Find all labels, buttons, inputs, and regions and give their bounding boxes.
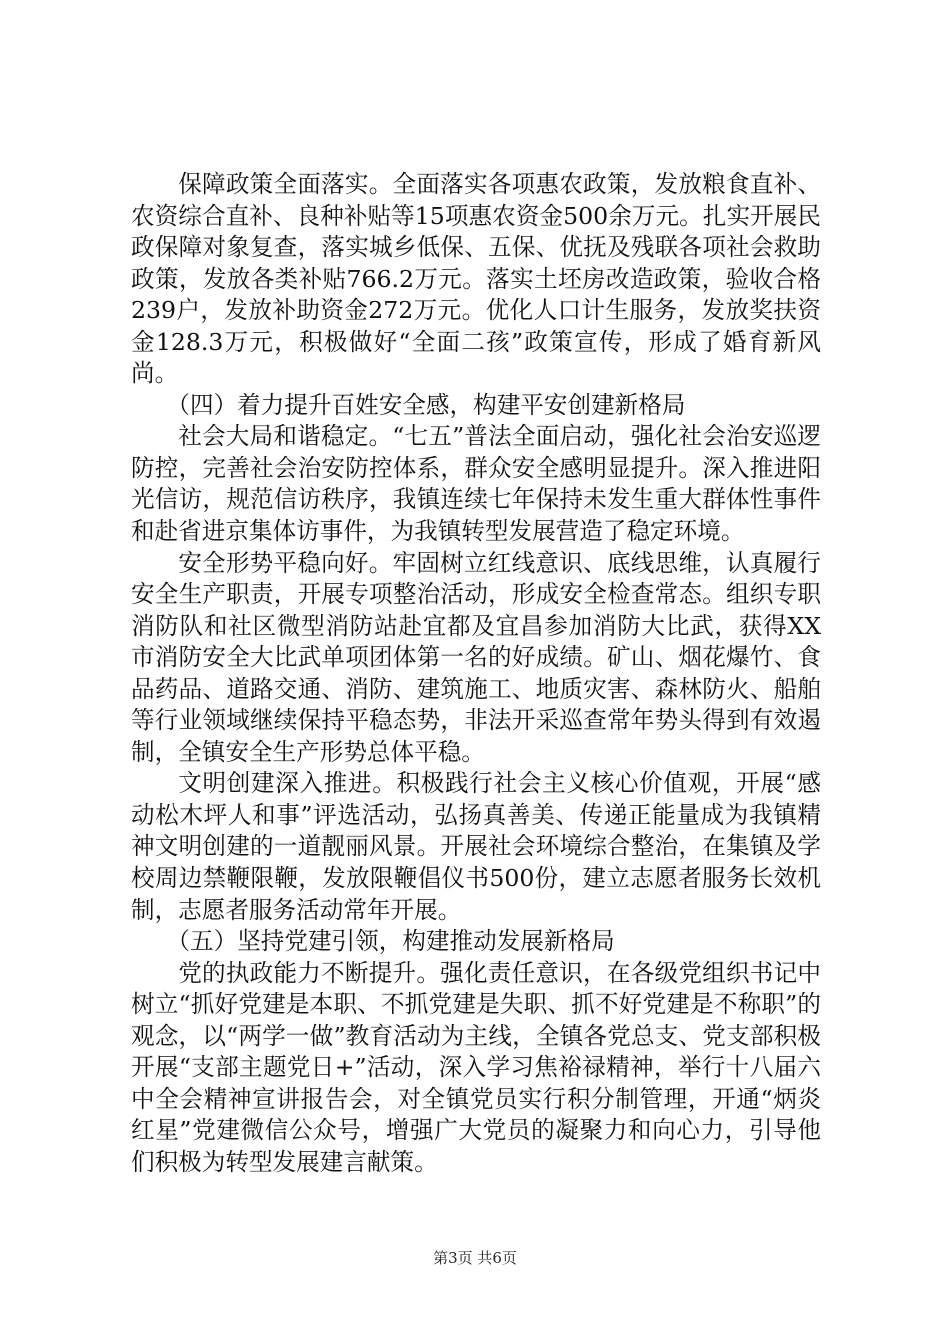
paragraph-social-security: 保障政策全面落实。全面落实各项惠农政策，发放粮食直补、农资综合直补、良种补贴等15项惠农资金500余万元。扎实开展民政保障对象复查，落实城乡低保、五保、优抚及残联各项社会救助政策，发放各类补贴766.2万元。落实土坯房改造政策，验收合格239户，发放补助资金272万元。优化人口计生服务，发放奖扶资金128.3万元，积极做好“全面二孩”政策宣传，形成了婚育新风尚。 <box>131 170 821 388</box>
section-heading-4: （四）着力提升百姓安全感，构建平安创建新格局 <box>166 390 686 419</box>
paragraph-party-building: 党的执政能力不断提升。强化责任意识，在各级党组织书记中树立“抓好党建是本职、不抓党建是失职、抓不好党建是不称职”的观念，以“两学一做”教育活动为主线，全镇各党总支、党支部积极开展“支部主题党日+”活动，深入学习焦裕禄精神，举行十八届六中全会精神宣讲报告会，对全镇党员实行积分制管理，开通“炳炎红星”党建微信公众号，增强广大党员的凝聚力和向心力，引导他们积极为转型发展建言献策。 <box>131 958 821 1176</box>
paragraph-safety-situation: 安全形势平稳向好。牢固树立红线意识、底线思维，认真履行安全生产职责，开展专项整治活动，形成安全检查常态。组织专职消防队和社区微型消防站赴宜都及宜昌参加消防大比武，获得XX市消防安全大比武单项团体第一名的好成绩。矿山、烟花爆竹、食品药品、道路交通、消防、建筑施工、地质灾害、森林防火、船舶等行业领域继续保持平稳态势，非法开采巡查常年势头得到有效遏制，全镇安全生产形势总体平稳。 <box>131 548 821 766</box>
document-body <box>131 169 821 1179</box>
paragraph-social-stability: 社会大局和谐稳定。“七五”普法全面启动，强化社会治安巡逻防控，完善社会治安防控体系，群众安全感明显提升。深入推进阳光信访，规范信访秩序，我镇连续七年保持未发生重大群体性事件和赴省进京集体访事件，为我镇转型发展营造了稳定环境。 <box>131 422 821 546</box>
paragraph-civilization: 文明创建深入推进。积极践行社会主义核心价值观，开展“感动松木坪人和事”评选活动，弘扬真善美、传递正能量成为我镇精神文明创建的一道靓丽风景。开展社会环境综合整治，在集镇及学校周边禁鞭限鞭，发放限鞭倡仪书500份，建立志愿者服务长效机制，志愿者服务活动常年开展。 <box>131 769 821 924</box>
page-footer: 第3页 共6页 <box>433 1249 517 1267</box>
section-heading-5: （五）坚持党建引领，构建推动发展新格局 <box>166 927 615 956</box>
